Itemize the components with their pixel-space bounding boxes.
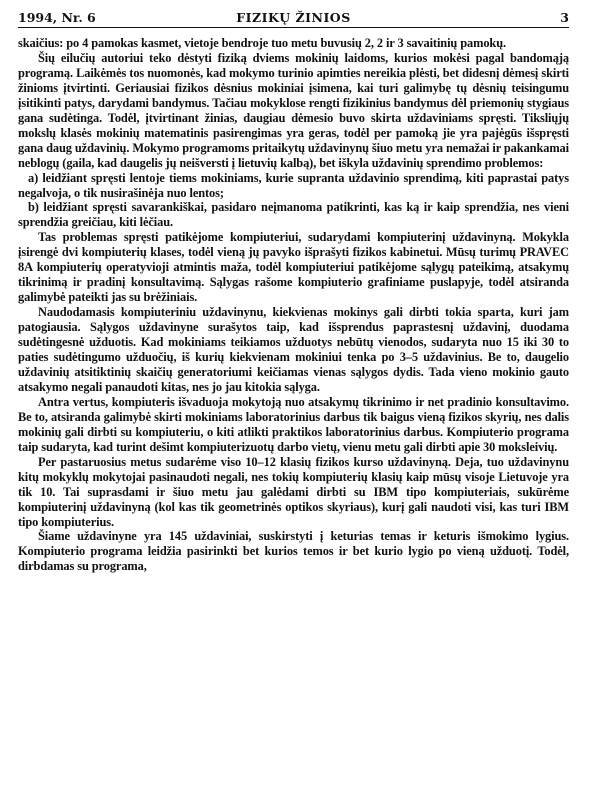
paragraph: Antra vertus, kompiuteris išvaduoja mokytoją nuo atsakymų tikrinimo ir net pradinio konsultavimo. Be to, atsiranda galimybė skirti mokiniams laboratorinius darbus tik baigus vieną fizikos skyrių, nes dalis mokinių gali dirbti su kompiuteriu, o kiti atlikti praktikos laboratorinius darbus. Kompiuterio programa taip sudaryta, kad turint dešimt kompiuterizuotų darbo vietų, vienu metu gali dirbti apie 30 moksleivių. bbox=[18, 394, 569, 454]
paragraph: skaičius: po 4 pamokas kasmet, vietoje bendroje tuo metu buvusių 2, 2 ir 3 savaitinių pamokų. bbox=[18, 36, 507, 50]
list-item: b) leidžiant spręsti savarankiškai, pasidaro neįmanoma patikrinti, kas ką ir kaip sprendžia, nes vieni sprendžia greičiau, kiti lėčiau. bbox=[18, 200, 569, 230]
paragraph: Šių eilučių autoriui teko dėstyti fiziką dviems mokinių laidoms, kurios mokėsi pagal bandomąją programą. Laikėmės tos nuomonės, kad mokymo turinio apimties nereikia plėsti, bet didesnį dėmesį skirti žinioms įtvirtinti. Geriausiai fizikos dėsnius mokiniai įsimena, kai turi galimybę tų dėsnių teisingumu įsitikinti patys, darydami bandymus. Tačiau mokyklose rengti fizikinius bandymus dėl priemonių stygiaus gana sudėtinga. Todėl, įtvirtinant žinias, daugiau dėmesio buvo skirta uždaviniams spręsti. Tiksliųjų mokslų klasės mokinių matematinis pasirengimas yra geras, todėl per pamoką jie yra pajėgūs išspręsti gana daug uždavinių. Mokymo programoms pritaikytų uždavinynų šiuo metu yra nemažai ir pakankamai neblogų (gaila, kad daugelis jų neišversti į lietuvių kalbą), bet iškyla uždavinių sprendimo problemos: bbox=[18, 50, 569, 170]
page-header bbox=[18, 9, 569, 28]
page-number: 3 bbox=[560, 10, 569, 25]
paragraph: Šiame uždavinyne yra 145 uždaviniai, suskirstyti į keturias temas ir keturis išmokimo lygius. Kompiuterio programa leidžia pasirinkti bet kurios temos ir bet kurio lygio po vieną užduotį. Todėl, dirbdamas su programa, bbox=[18, 529, 569, 574]
issue-label: 1994, Nr. 6 bbox=[18, 10, 96, 25]
paragraph: Naudodamasis kompiuteriniu uždavinynu, kiekvienas mokinys gali dirbti tokia sparta, kuri jam patogiausia. Sąlygos uždavinyne surašytos taip, kad išsprendus paprastesnį uždavinį, duodama sudėtingesnė užduotis. Kad mokiniams teikiamos užduotys nebūtų vienodos, sudaryta nuo 15 iki 30 to paties sudėtingumo užduočių, iš kurių kiekvienam mokiniui tenka po 3–5 uždavinius. Be to, daugelio uždavinių atsitiktinių skaičių generatoriumi keičiamas vienas sąlygos dydis. Tada vieno mokinio gauto atsakymo negali panaudoti kitas, nes jo jau kitokia sąlyga. bbox=[18, 305, 569, 394]
journal-title: FIZIKŲ ŽINIOS bbox=[236, 10, 351, 25]
article-body bbox=[18, 36, 569, 574]
paragraph: Tas problemas spręsti patikėjome kompiuteriui, sudarydami kompiuterinį uždavinyną. Mokykla įsirengė dvi kompiuterių klases, todėl vieną jų pavyko išprašyti fizikos kabinetui. Mūsų turimų PRAVEC 8A kompiuterių operatyvioji atmintis maža, todėl kompiuteriui patikėjome sąlygų pateikimą, atsakymų tikrinimą ir pradinį konsultavimą. Sąlygas rašome kompiuterio grafiniame puslapyje, todėl atsiranda galimybė pateikti jas su brėžiniais. bbox=[18, 230, 569, 305]
list-item: a) leidžiant spręsti lentoje tiems mokiniams, kurie supranta uždavinio sprendimą, kiti paprastai patys negalvoja, o tik nusirašinėja nuo lentos; bbox=[18, 170, 569, 200]
paragraph: Per pastaruosius metus sudarėme viso 10–12 klasių fizikos kurso uždavinyną. Deja, tuo uždavinynu kitų mokyklų mokytojai pasinaudoti negali, nes tokių kompiuterių klasių kaip mūsų visoje Lietuvoje yra tik 10. Tai suprasdami ir šiuo metu jau galėdami dirbti su IBM tipo kompiuteriais, sukūrėme kompiuterinį uždavinyną (kol kas tik geometrinės optikos skyriaus), kurį gali naudoti visi, kas turi IBM tipo kompiuterius. bbox=[18, 454, 569, 529]
